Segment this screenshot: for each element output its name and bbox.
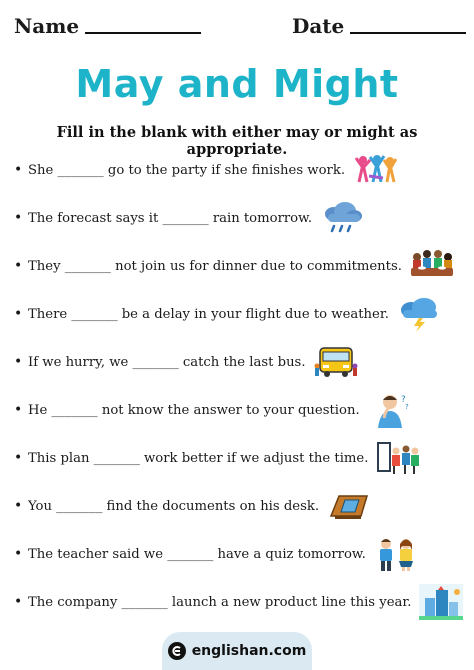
students-icon [374,536,418,572]
sentence: If we hurry, we _______ catch the last bus. [28,354,306,370]
sentence: The teacher said we _______ have a quiz tomorrow. [28,546,366,562]
instructions: Fill in the blank with either may or might as appropriate. [56,124,418,158]
englishan-logo-icon [168,642,186,660]
school-bus-icon [314,344,358,380]
svg-text:?: ? [400,395,406,405]
bullet: • [14,162,23,178]
storm-cloud-icon [397,296,441,332]
header [14,14,460,40]
list-item [14,246,464,286]
sentence: You _______ find the documents on his desk. [28,498,320,514]
footer-brand [162,632,312,670]
list-item [14,390,464,430]
party-people-icon [353,152,397,188]
site-name[interactable]: englishan.com [191,643,307,659]
team-meeting-icon [376,440,420,476]
bullet: • [14,498,23,514]
sentence: This plan _______ work better if we adjust the time. [28,450,369,466]
list-item [14,342,464,382]
date-field [292,14,466,38]
dinner-table-icon [410,248,454,284]
list-item [14,438,464,478]
sentence: The forecast says it _______ rain tomorrow. [28,210,313,226]
list-item [14,486,464,526]
list-item [14,150,464,190]
list-item [14,198,464,238]
product-launch-icon [419,584,463,620]
bullet: • [14,594,23,610]
name-blank-line[interactable] [85,32,201,34]
list-item [14,582,464,622]
bullet: • [14,210,23,226]
bullet: • [14,450,23,466]
bullet: • [14,402,23,418]
bullet: • [14,258,23,274]
sentence: He _______ not know the answer to your question. [28,402,360,418]
sentence: She _______ go to the party if she finishes work. [28,162,346,178]
date-blank-line[interactable] [350,32,466,34]
thinking-man-icon [368,392,412,428]
desk-laptop-icon [327,488,371,524]
name-label: Name [14,14,80,38]
list-item [14,294,464,334]
sentence: There _______ be a delay in your flight due to weather. [28,306,389,322]
bullet: • [14,306,23,322]
sentence: They _______ not join us for dinner due to commitments. [28,258,402,274]
list-item [14,534,464,574]
bullet: • [14,546,23,562]
name-field [14,14,201,38]
rain-cloud-icon [320,200,364,236]
sentence: The company _______ launch a new product line this year. [28,594,412,610]
svg-text:?: ? [404,403,409,411]
date-label: Date [292,14,345,38]
bullet: • [14,354,23,370]
page-title: May and Might [75,62,399,106]
